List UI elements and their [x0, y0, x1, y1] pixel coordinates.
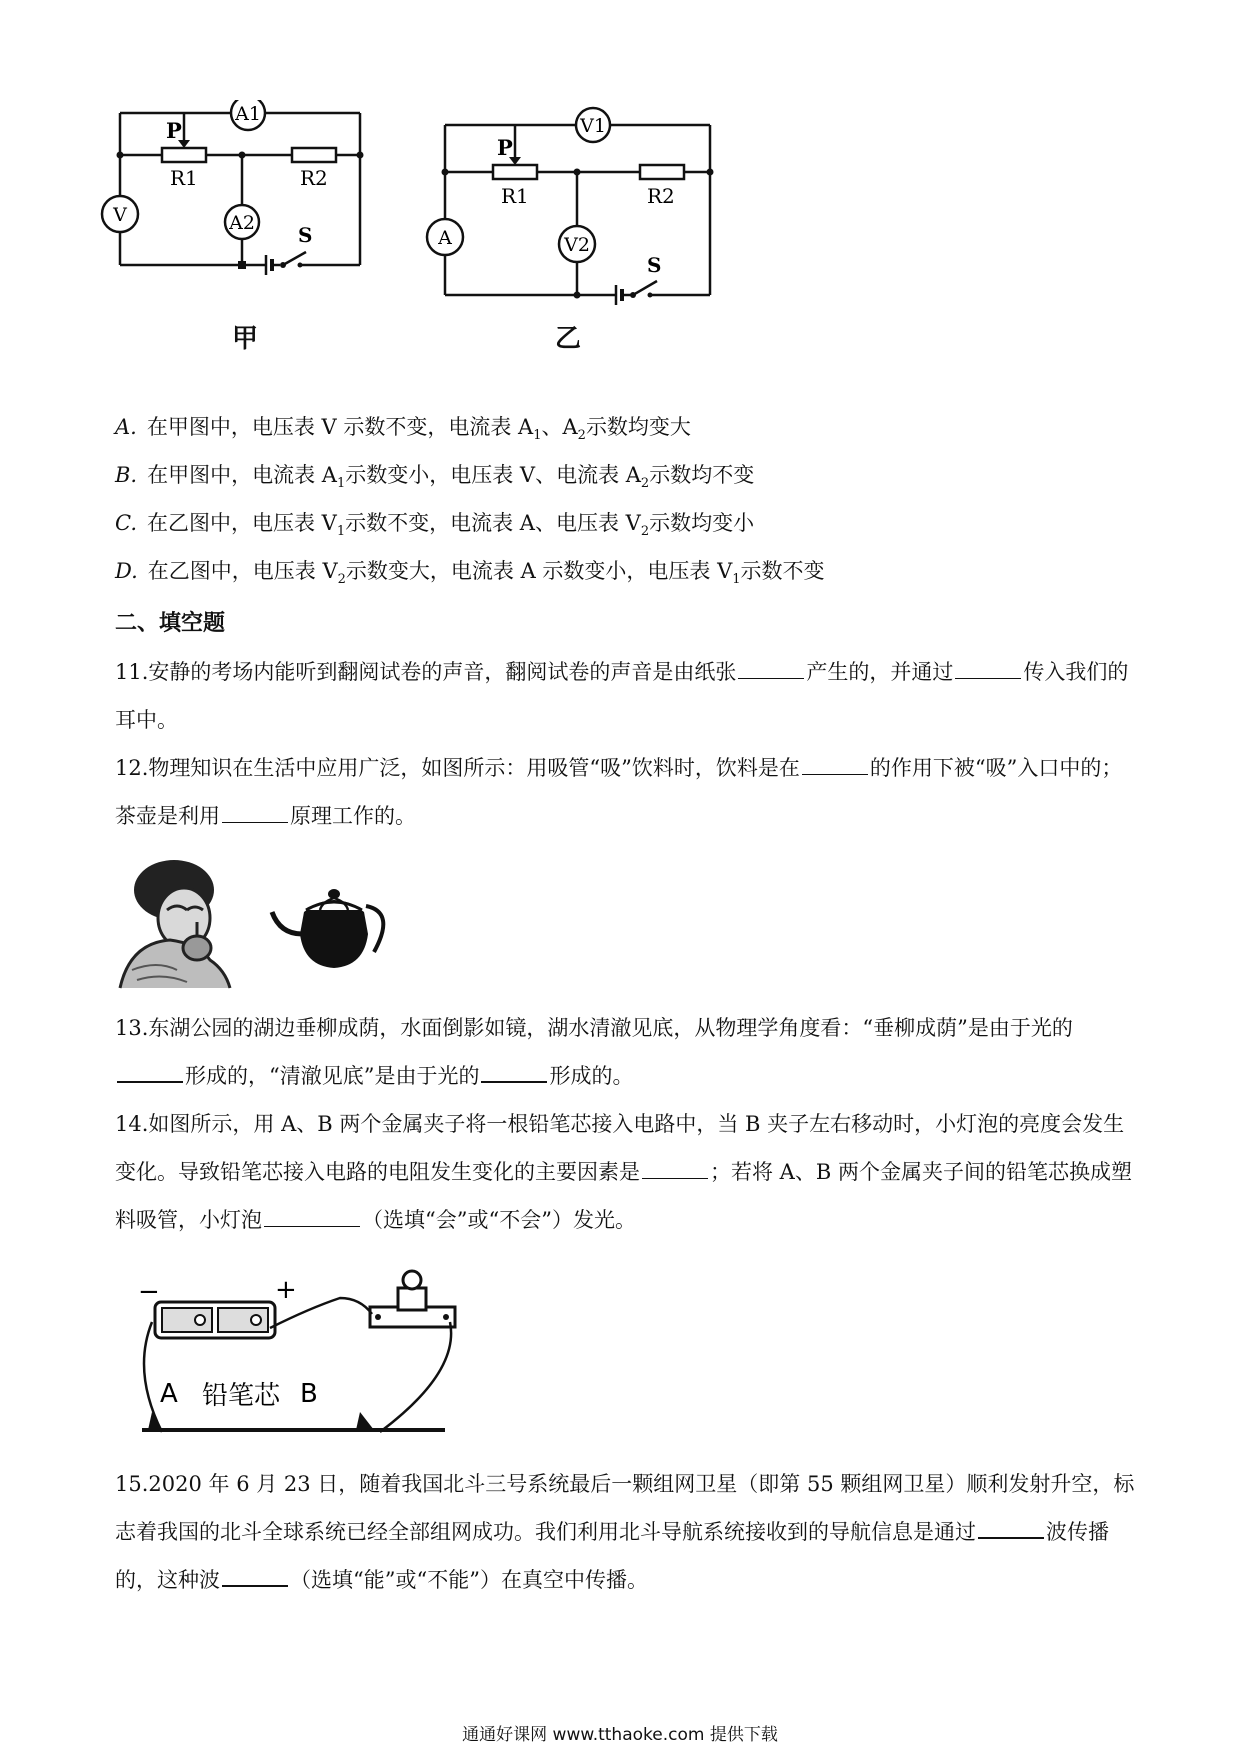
ammeter-a: [427, 219, 463, 255]
drinking-teapot-svg: [112, 850, 442, 990]
battery-symbol: [610, 285, 631, 305]
question-text: 形成的，“清澈见底”是由于光的: [185, 1064, 480, 1088]
question-text: ；若将 A、B 两个金属夹子间的铅笔芯换成塑料吸管，小灯泡: [115, 1160, 1132, 1232]
question-text: 11.安静的考场内能听到翻阅试卷的声音，翻阅试卷的声音是由纸张: [115, 660, 737, 684]
question-12: [115, 744, 1135, 840]
plus-label: +: [275, 1275, 297, 1305]
drinking-teapot-figure: [112, 850, 442, 994]
option-text: 示数变大，电流表 A 示数变小，电压表 V: [345, 559, 733, 583]
r1-label: R1: [501, 184, 529, 208]
r1-label: R1: [170, 166, 198, 190]
subscript: 1: [533, 428, 542, 444]
question-text: 13.东湖公园的湖边垂柳成荫，水面倒影如镜，湖水清澈见底，从物理学角度看：“垂柳成荫”是由于光的: [115, 1016, 1073, 1040]
subscript: 2: [640, 476, 650, 492]
meter-label: V: [113, 204, 127, 226]
meter-label: V1: [580, 115, 606, 137]
label-a: A: [160, 1379, 178, 1409]
ammeter-a2: [225, 205, 259, 239]
option-b: [115, 460, 754, 499]
person-drinking-illustration: [120, 860, 230, 988]
option-text: 在甲图中，电流表 A: [147, 463, 337, 487]
question-15: [115, 1460, 1135, 1604]
option-letter: B.: [115, 463, 138, 487]
option-letter: A.: [115, 415, 137, 439]
subscript: 1: [732, 572, 741, 588]
option-text: 、A: [541, 415, 578, 439]
circuit-caption-yi: 乙: [555, 324, 582, 354]
question-text: 15.2020 年 6 月 23 日，随着我国北斗三号系统最后一颗组网卫星（即第 55 颗组网卫星）顺利发射升空，标志着我国的北斗全球系统已经全部组网成功。我们利用北斗导航系统接收到的导航信息是通过: [115, 1472, 1135, 1544]
meter-label: A2: [229, 212, 255, 234]
answer-blank[interactable]: [117, 1059, 183, 1083]
circuit-yi-svg: [425, 100, 725, 330]
voltmeter-v1: [576, 108, 610, 142]
option-text: 在甲图中，电压表 V 示数不变，电流表 A: [146, 415, 534, 439]
resistor-r2: [292, 148, 336, 162]
question-text: 12.物理知识在生活中应用广泛，如图所示：用吸管“吸”饮料时，饮料是在: [115, 756, 800, 780]
subscript: 1: [336, 476, 346, 492]
battery-symbol: [260, 255, 280, 275]
option-text: 示数均变小: [649, 511, 755, 535]
option-letter: D.: [115, 559, 138, 583]
circuit-jia-svg: [100, 100, 380, 330]
meter-label: V2: [564, 234, 590, 256]
answer-blank[interactable]: [222, 1563, 288, 1587]
answer-blank[interactable]: [222, 800, 288, 823]
teapot-illustration: [272, 889, 383, 968]
ammeter-a1: [231, 100, 265, 130]
question-text: （选填“能”或“不能”）在真空中传播。: [290, 1568, 648, 1592]
meter-label: A: [438, 227, 452, 249]
question-text: 产生的，并通过: [806, 660, 954, 684]
answer-blank[interactable]: [264, 1204, 360, 1227]
subscript: 2: [577, 428, 586, 444]
footer: 通通好课网 www.tthaoke.com 提供下载: [462, 1725, 778, 1745]
resistor-r2: [640, 165, 684, 179]
section-title: 二、填空题: [115, 611, 226, 636]
question-text: 的作用下被“吸”入口中的；茶壶是利用: [115, 756, 1123, 828]
subscript: 2: [337, 572, 346, 588]
meter-label: A1: [235, 103, 261, 125]
voltmeter-v2: [559, 226, 595, 262]
question-text: 原理工作的。: [290, 804, 416, 828]
switch-symbol: [280, 252, 306, 268]
battery-box: [155, 1302, 275, 1338]
question-13: [115, 1004, 1135, 1100]
option-text: 示数变小，电压表 V、电流表 A: [345, 463, 641, 487]
option-text: 示数不变，电流表 A、电压表 V: [345, 511, 641, 535]
question-text: 传入我们的耳中。: [115, 660, 1129, 732]
question-14: [115, 1100, 1135, 1244]
option-letter: C.: [115, 511, 137, 535]
r2-label: R2: [300, 166, 328, 190]
pencil-circuit-figure: [130, 1262, 490, 1446]
clip-b: [356, 1412, 374, 1430]
circuit-figure-jia: [100, 100, 380, 330]
question-text: 波传播的，这种波: [115, 1520, 1109, 1592]
minus-label: −: [138, 1277, 160, 1307]
switch-label: S: [298, 223, 313, 247]
option-text: 在乙图中，电压表 V: [147, 559, 338, 583]
resistor-r1: [493, 165, 537, 179]
circuit-caption-jia: 甲: [232, 324, 259, 354]
resistor-r1: [162, 148, 206, 162]
slider-label: P: [497, 135, 513, 160]
label-pencil-core: 铅笔芯: [202, 1381, 281, 1411]
answer-blank[interactable]: [802, 752, 868, 775]
answer-blank[interactable]: [481, 1059, 547, 1083]
option-text: 示数均变大: [585, 415, 691, 439]
option-text: 示数均不变: [649, 463, 755, 487]
subscript: 2: [640, 524, 650, 540]
option-text: 示数不变: [740, 559, 825, 583]
pencil-circuit-svg: [130, 1262, 490, 1442]
answer-blank[interactable]: [955, 656, 1021, 679]
answer-blank[interactable]: [978, 1515, 1044, 1539]
option-text: 在乙图中，电压表 V: [147, 511, 337, 535]
question-11: [115, 648, 1135, 744]
question-text: 形成的。: [549, 1064, 634, 1088]
option-a: [115, 412, 691, 451]
switch-label: S: [647, 253, 662, 277]
voltmeter-v: [102, 196, 138, 232]
lamp-holder: [370, 1271, 455, 1327]
answer-blank[interactable]: [642, 1156, 708, 1179]
circuit-figure-yi: [425, 100, 725, 330]
subscript: 1: [336, 524, 346, 540]
r2-label: R2: [647, 184, 675, 208]
option-d: [115, 556, 825, 595]
slider-label: P: [166, 118, 182, 143]
question-text: （选填“会”或“不会”）发光。: [362, 1208, 636, 1232]
option-c: [115, 508, 754, 547]
label-b: B: [300, 1379, 318, 1409]
question-text: 14.如图所示，用 A、B 两个金属夹子将一根铅笔芯接入电路中，当 B 夹子左右移动时，小灯泡的亮度会发生变化。导致铅笔芯接入电路的电阻发生变化的主要因素是: [115, 1112, 1125, 1184]
answer-blank[interactable]: [738, 656, 804, 679]
